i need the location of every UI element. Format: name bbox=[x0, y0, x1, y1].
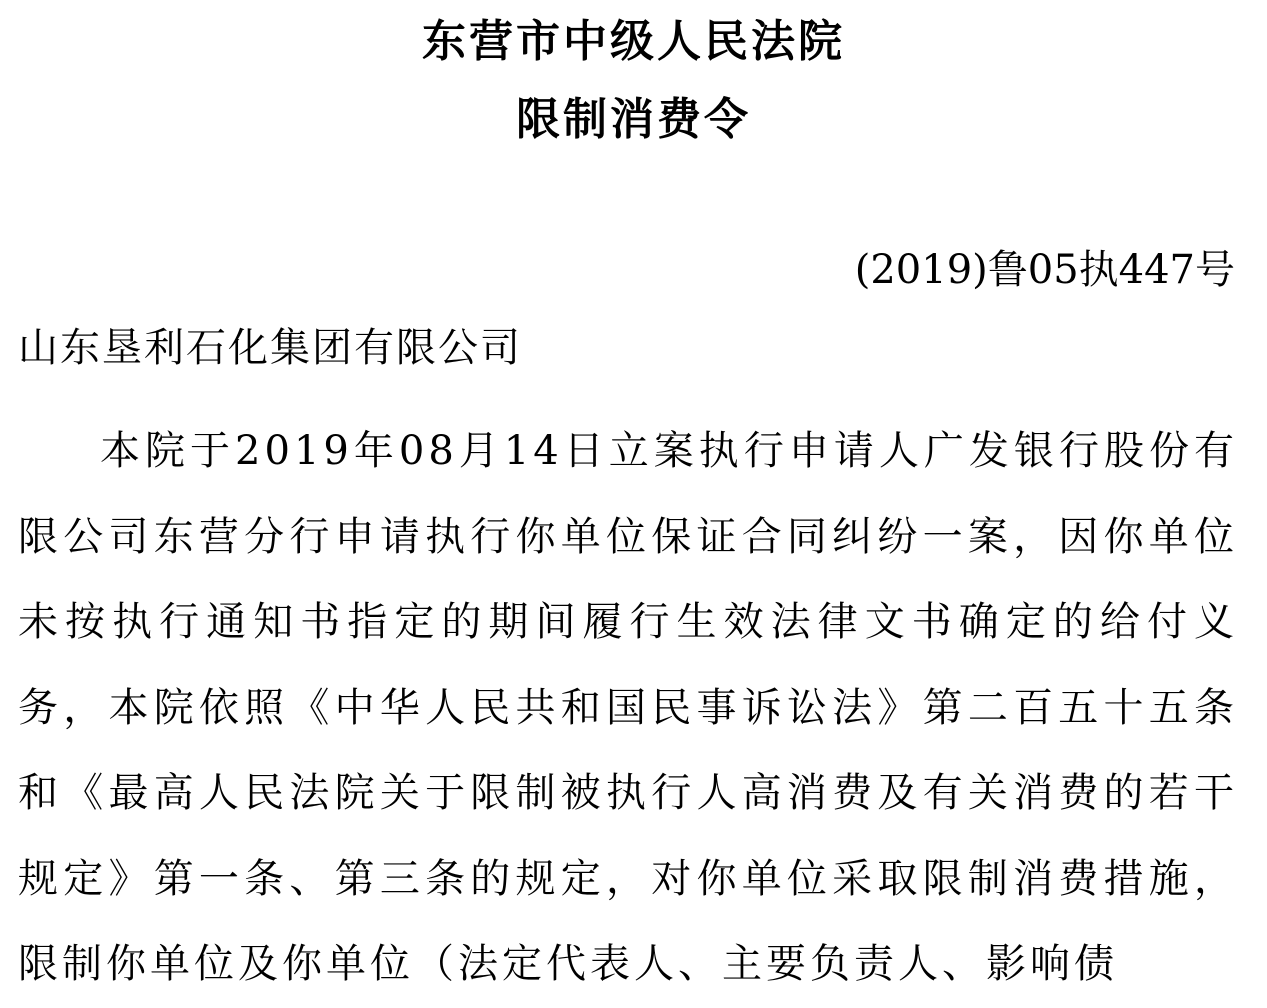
court-name-heading: 东营市中级人民法院 bbox=[422, 16, 845, 67]
document-title: 限制消费令 bbox=[516, 94, 751, 145]
body-paragraph: 本院于2019年08月14日立案执行申请人广发银行股份有限公司东营分行申请执行你单位保证合同纠纷一案，因你单位未按执行通知书指定的期间履行生效法律文书确定的给付义务，本院依照《中华人民共和国民事诉讼法》第二百五十五条和《最高人民法院关于限制被执行人高消费及有关消费的若干规定》第一条、第三条的规定，对你单位采取限制消费措施，限制你单位及你单位（法定代表人、主要负责人、影响债 bbox=[18, 428, 1238, 987]
case-number: (2019)鲁05执447号 bbox=[854, 247, 1235, 293]
party-name: 山东垦利石化集团有限公司 bbox=[18, 325, 522, 371]
